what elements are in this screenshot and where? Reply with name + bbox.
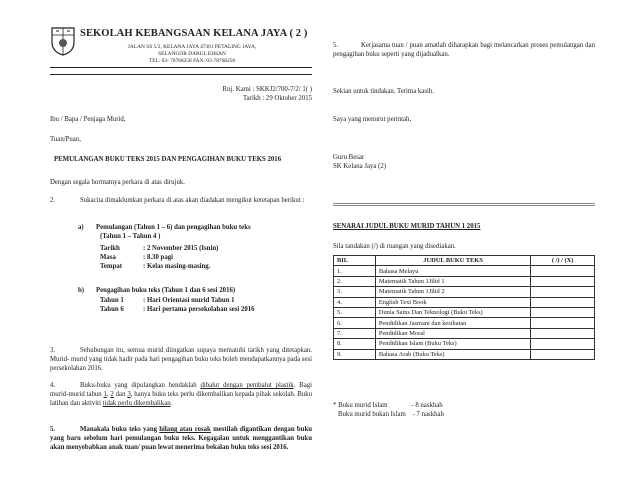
table-row [334,339,595,349]
table-row [334,318,595,328]
row-number: 9. [334,349,376,359]
closing-signoff: Saya yang menurut perintah, [333,116,412,123]
row-title: Pendidikan Moral [375,328,530,338]
para3-text: Sehubungan itu, semua murid diingatkan supaya mematuhi tarikh yang ditetapkan. Murid- murid yang tidak hadir pada hari pengagihan buku teks boleh mendapatkannya pada sesi persekolahan 2016. [50,347,312,372]
row-checkbox-cell[interactable] [531,318,595,328]
item-a-title: Pemulangan (Tahun 1 – 6) dan pengagihan buku teks [96,224,251,231]
row-title: Bahasa Arab (Buku Teks) [375,349,530,359]
letterhead-rule-2 [50,74,312,75]
row-checkbox-cell[interactable] [531,276,595,286]
item-a-key-place: Tempat [100,263,123,270]
closing-thanks: Sekian untuk tindakan. Terima kasih. [333,88,434,95]
right-para5-text: Kerjasama tuan / puan amatlah diharapkan bagi melancarkan proses pemulangan dan pengagihan buku seperti yang dijadualkan. [333,42,595,58]
para5-number: 5. [50,426,56,433]
intro-paragraph: Dengan segala hormatnya perkara di atas dirujuk. [50,179,185,186]
row-number: 8. [334,339,376,349]
item-a-key-date: Tarikh [100,245,120,252]
row-checkbox-cell[interactable] [531,349,595,359]
address-line-2: SELANGOR DARUL EHSAN [158,51,226,57]
para3-number: 3. [50,347,56,354]
address-line-1: JALAN SS 5/2, KELANA JAYA 47301 PETALING JAYA, [127,44,257,50]
item-b-key-year1: Tahun 1 [100,297,124,304]
row-checkbox-cell[interactable] [531,266,595,276]
header-title: JUDUL BUKU TEKS [375,256,530,266]
row-number: 5. [334,307,376,317]
item-b-key-year6: Tahun 6 [100,306,124,313]
reference-number: Ruj. Kami : SKKJ2/700-7/2/ 1( ) [222,86,312,93]
item-b-label: b) [78,287,85,294]
item-a-subtitle: (Tahun 1 – Tahun 4 ) [100,233,161,240]
row-title: Bahasa Melayu [375,266,530,276]
book-list-title: SENARAI JUDUL BUKU MURID TAHUN 1 2015 [333,223,481,230]
header-bil: BIL [334,256,376,266]
item-a-key-time: Masa [100,254,116,261]
letterhead-rule [50,67,312,68]
address-line-3: TEL: 03- 78768258 FAX: 03-78768258 [148,58,236,64]
school-name: SEKOLAH KEBANGSAAN KELANA JAYA ( 2 ) [80,28,308,39]
row-title: Matematik Tahun 1Jilid 1 [375,276,530,286]
table-row [334,287,595,297]
item-b-value-year6: : Hari pertama persekolahan sesi 2016 [143,306,255,313]
row-checkbox-cell[interactable] [531,287,595,297]
item-b-value-year1: : Hari Orientasi murid Tahun 1 [143,297,235,304]
row-number: 7. [334,328,376,338]
header-mark: ( /) / (X) [531,256,595,266]
para2-text: Sukacita dimaklumkan perkara di atas akan diadakan mengikut ketetapan berikut : [80,197,305,204]
para2-number: 2. [50,197,56,204]
book-list-table [333,255,595,360]
row-title: Pendidikan Jasmani dan kesihatan [375,318,530,328]
note-muslim-students: * Buku murid Islam - 8 naskhah [333,402,443,409]
para5-text: Manakala buku teks yang hilang atau rosak mestilah digantikan dengan buku yang baru sebelum hari pemulangan buku teks. Kegagalan untuk menggantikan buku akan menyebabkan anak tuan/ puan lewat menerima bekalan buku teks sesi 2016. [50,426,313,451]
row-title: Matematik Tahun 1Jilid 2 [375,287,530,297]
salutation: Tuan/Puan, [50,136,81,143]
letter-date: Tarikh : 29 Oktober 2015 [243,95,312,102]
signatory-title: Guru Besar [333,154,365,161]
item-a-label: a) [78,224,84,231]
item-a-value-time: : 8.30 pagi [143,254,174,261]
item-a-value-place: : Kelas masing-masing. [143,263,211,270]
para4-text: Buku-buku yang dipulangkan hendaklah dibalut dengan pembalut plastik. Bagi murid-murid tahun 1, 2 dan 3, hanya buku teks perlu dikembalikan kepada pihak sekolah. Buku latihan dan aktiviti tidak perlu dikembalikan. [50,382,313,407]
row-number: 3. [334,287,376,297]
right-para5-number: 5. [333,42,339,49]
row-number: 1. [334,266,376,276]
row-checkbox-cell[interactable] [531,297,595,307]
item-a-value-date: : 2 November 2015 (Isnin) [143,245,219,252]
table-row [334,266,595,276]
table-header-row [334,256,595,266]
para4-number: 4. [50,382,56,389]
row-number: 4. [334,297,376,307]
row-title: Dunia Sains Dan Teknologi (Buku Teks) [375,307,530,317]
row-title: English Text Book [375,297,530,307]
letter-subject: PEMULANGAN BUKU TEKS 2015 DAN PENGAGIHAN BUKU TEKS 2016 [54,156,282,163]
section-divider [333,203,595,206]
table-row [334,349,595,359]
book-list-instruction: Sila tandakan (/) di ruangan yang disediakan. [333,243,456,250]
row-checkbox-cell[interactable] [531,339,595,349]
row-checkbox-cell[interactable] [531,307,595,317]
table-row [334,297,595,307]
row-title: Pendidikan Islam (Buku Teks) [375,339,530,349]
row-number: 6. [334,318,376,328]
row-checkbox-cell[interactable] [531,328,595,338]
item-b-title: Pengagihan buku teks (Tahun 1 dan 6 sesi 2016) [96,287,236,294]
signatory-school: SK Kelana Jaya (2) [333,163,387,170]
note-non-muslim-students: Buku murid bukan Islam - 7 naskhah [338,411,444,418]
table-row [334,276,595,286]
row-number: 2. [334,276,376,286]
table-row [334,328,595,338]
table-row [334,307,595,317]
salutation-recipient: Ibu / Bapa / Penjaga Murid, [50,116,126,123]
